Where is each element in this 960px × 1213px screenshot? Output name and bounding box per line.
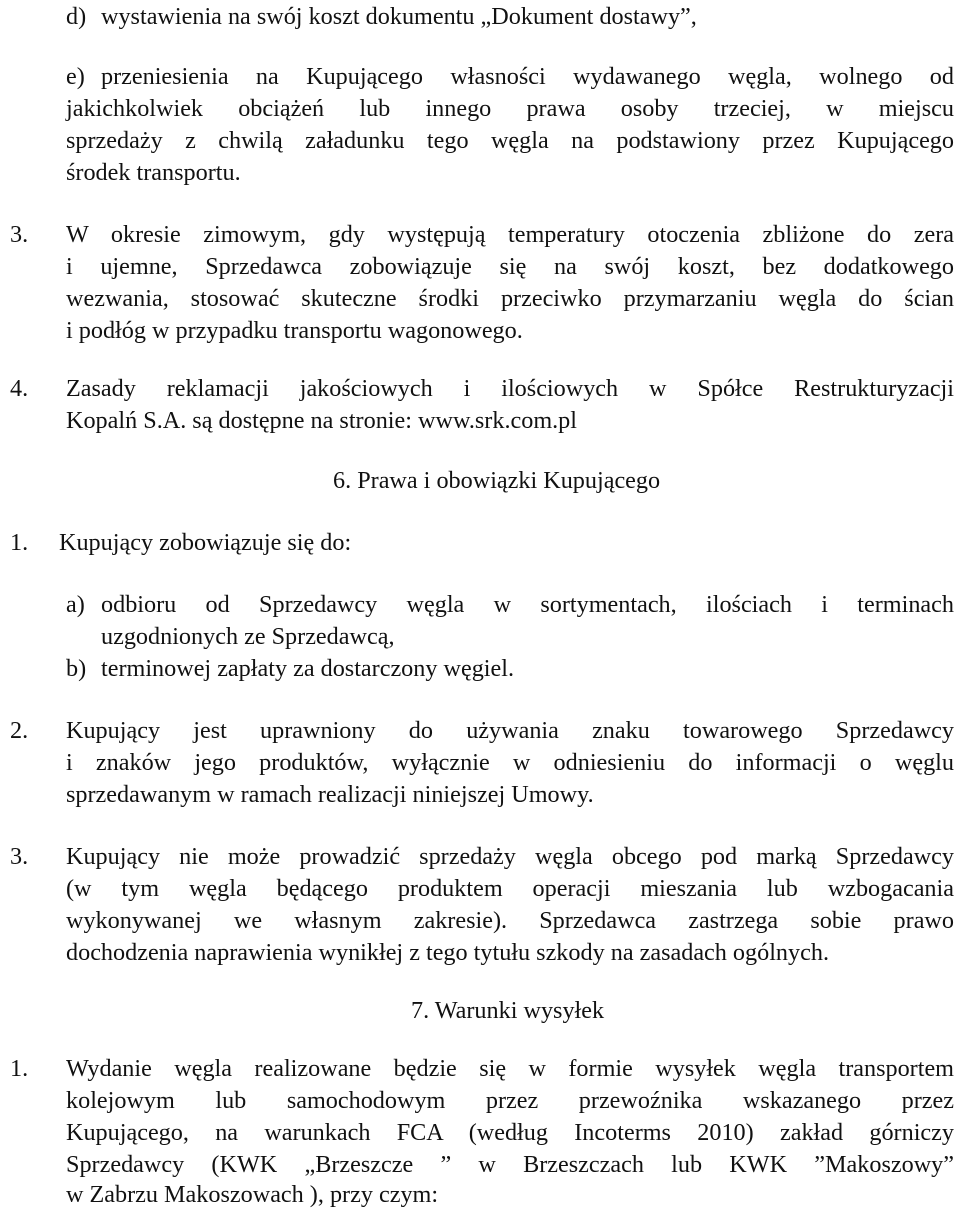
paragraph-line: uzgodnionych ze Sprzedawcą, (101, 623, 395, 650)
paragraph-line: środek transportu. (66, 159, 241, 186)
numbered-point-1 (0, 526, 960, 560)
paragraph-line: kolejowym lub samochodowym przez przewoźnika wskazanego przez (66, 1087, 954, 1114)
paragraph-line: jakichkolwiek obciążeń lub innego prawa osoby trzeciej, w miejscu (66, 95, 954, 122)
paragraph-line: dochodzenia naprawienia wynikłej z tego tytułu szkody na zasadach ogólnych. (66, 939, 829, 966)
paragraph-line: odbioru od Sprzedawcy węgla w sortymentach, ilościach i terminach (101, 591, 954, 618)
paragraph-line: W okresie zimowym, gdy występują temperatury otoczenia zbliżone do zera (66, 221, 954, 248)
paragraph-line: przeniesienia na Kupującego własności wydawanego węgla, wolnego od (101, 63, 954, 90)
paragraph-line-row (0, 746, 960, 780)
list-marker: e) (66, 63, 85, 90)
list-item-d (0, 0, 960, 34)
paragraph-line-row (0, 620, 960, 654)
point-number: 2. (10, 717, 29, 744)
paragraph-line: Kupujący jest uprawniony do używania znaku towarowego Sprzedawcy (66, 717, 954, 744)
paragraph-line-row (0, 872, 960, 906)
paragraph-line-row (0, 124, 960, 158)
paragraph-line: sprzedawanym w ramach realizacji niniejszej Umowy. (66, 781, 594, 808)
paragraph-line: terminowej zapłaty za dostarczony węgiel. (101, 655, 515, 682)
paragraph-line: sprzedaży z chwilą załadunku tego węgla na podstawiony przez Kupującego (66, 127, 954, 154)
paragraph-line-row (0, 156, 960, 190)
paragraph-line: Sprzedawcy (KWK „Brzeszcze ” w Brzeszczach lub KWK ”Makoszowy” (66, 1151, 954, 1178)
list-item-b (0, 652, 960, 686)
paragraph-line: i ujemne, Sprzedawca zobowiązuje się na swój koszt, bez dodatkowego (66, 253, 954, 280)
list-item-e (0, 60, 960, 94)
paragraph-line: Kopalń S.A. są dostępne na stronie: www.srk.com.pl (66, 407, 577, 434)
list-marker: d) (66, 3, 87, 30)
list-item-a (0, 588, 960, 622)
paragraph-line-row (0, 404, 960, 438)
list-marker: b) (66, 655, 87, 682)
paragraph-line: Zasady reklamacji jakościowych i ilościowych w Spółce Restrukturyzacji (66, 375, 954, 402)
paragraph-line: i znaków jego produktów, wyłącznie w odniesieniu do informacji o węglu (66, 749, 954, 776)
paragraph-line-row (0, 1178, 960, 1212)
paragraph-line: Kupujący nie może prowadzić sprzedaży węgla obcego pod marką Sprzedawcy (66, 843, 954, 870)
paragraph-line-row (0, 250, 960, 284)
numbered-point-1b (0, 1052, 960, 1086)
point-number: 3. (10, 843, 29, 870)
paragraph-line: Kupujący zobowiązuje się do: (59, 529, 352, 556)
numbered-point-2 (0, 714, 960, 748)
paragraph-line-row (0, 1084, 960, 1118)
section-heading-6 (0, 464, 960, 498)
paragraph-line-row (0, 1148, 960, 1182)
numbered-point-4 (0, 372, 960, 406)
paragraph-line: Wydanie węgla realizowane będzie się w formie wysyłek węgla transportem (66, 1055, 954, 1082)
numbered-point-3 (0, 218, 960, 252)
paragraph-line-row (0, 904, 960, 938)
paragraph-line-row (0, 92, 960, 126)
paragraph-line-row (0, 936, 960, 970)
paragraph-line: w Zabrzu Makoszowach ), przy czym: (66, 1181, 439, 1208)
paragraph-line: (w tym węgla będącego produktem operacji mieszania lub wzbogacania (66, 875, 954, 902)
paragraph-line-row (0, 282, 960, 316)
point-number: 1. (10, 529, 29, 556)
paragraph-line: wezwania, stosować skuteczne środki przeciwko przymarzaniu węgla do ścian (66, 285, 954, 312)
paragraph-line: Kupującego, na warunkach FCA (według Incoterms 2010) zakład górniczy (66, 1119, 954, 1146)
paragraph-line-row (0, 778, 960, 812)
point-number: 4. (10, 375, 29, 402)
paragraph-line-row (0, 314, 960, 348)
paragraph-line-row (0, 1116, 960, 1150)
section-heading-7 (0, 994, 960, 1028)
section-heading: 7. Warunki wysyłek (411, 997, 605, 1024)
list-item-text: wystawienia na swój koszt dokumentu „Dokument dostawy”, (101, 3, 697, 30)
section-heading: 6. Prawa i obowiązki Kupującego (333, 467, 661, 494)
list-marker: a) (66, 591, 85, 618)
point-number: 1. (10, 1055, 29, 1082)
point-number: 3. (10, 221, 29, 248)
paragraph-line: wykonywanej we własnym zakresie). Sprzedawca zastrzega sobie prawo (66, 907, 954, 934)
numbered-point-3b (0, 840, 960, 874)
paragraph-line: i podłóg w przypadku transportu wagonowego. (66, 317, 523, 344)
